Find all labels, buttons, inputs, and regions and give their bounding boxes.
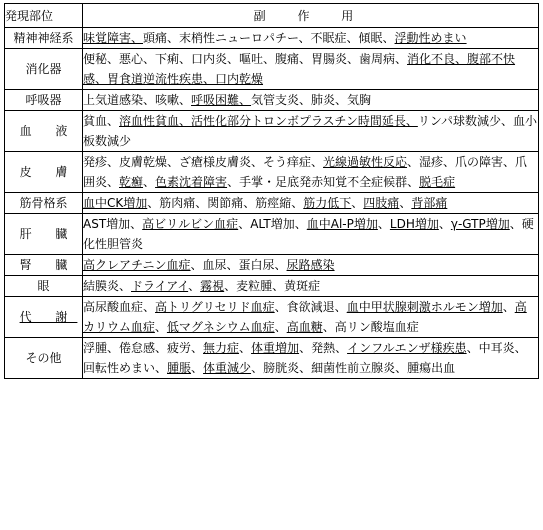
underlined-effect-term: 四肢痛	[363, 196, 400, 210]
table-row	[5, 90, 539, 111]
effect-term: 、	[377, 217, 390, 231]
effects-cell	[83, 276, 539, 297]
effects-cell	[83, 111, 539, 152]
underlined-effect-term: 腫脹	[167, 361, 192, 375]
underlined-effect-term: 無力症	[203, 341, 240, 355]
site-cell: 代 謝	[5, 297, 83, 338]
underlined-effect-term: 溶血性貧血、	[119, 114, 192, 128]
effect-term: 、	[143, 175, 156, 189]
site-cell: 肝 臓	[5, 214, 83, 255]
site-cell: 呼吸器	[5, 90, 83, 111]
table-row	[5, 338, 539, 379]
effect-term: 、発熱、	[299, 341, 348, 355]
effect-term: 、食欲減退、	[274, 300, 347, 314]
effect-term: 、筋肉痛、関節痛、筋痙縮、	[147, 196, 304, 210]
table-row	[5, 276, 539, 297]
table-row	[5, 152, 539, 193]
effect-term: 、硬化性胆管炎	[83, 217, 534, 251]
effect-term: AST増加、	[83, 217, 143, 231]
table-row	[5, 111, 539, 152]
effect-term: 、	[438, 217, 451, 231]
underlined-effect-term: 高カリウム血症	[83, 300, 527, 334]
underlined-effect-term: 光線過敏性反応	[323, 155, 408, 169]
effect-term: 発疹、皮膚乾燥、ざ瘡様皮膚炎、そう痒症、	[83, 155, 324, 169]
underlined-effect-term: インフルエンザ様疾患	[347, 341, 467, 355]
underlined-effect-term: 低マグネシウム血症	[166, 320, 275, 334]
effects-cell	[83, 28, 539, 49]
effect-term: 、	[154, 320, 167, 334]
effect-term: 上気道感染、咳嗽、	[83, 93, 192, 107]
effects-cell	[83, 297, 539, 338]
underlined-effect-term: 乾癬	[119, 175, 144, 189]
adverse-reactions-table	[4, 3, 539, 379]
site-cell: 皮 膚	[5, 152, 83, 193]
effect-term: 、高リン酸塩血症	[322, 320, 419, 334]
underlined-effect-term: 高ビリルビン血症	[142, 217, 239, 231]
effects-cell	[83, 49, 539, 90]
underlined-effect-term: 脱毛症	[419, 175, 456, 189]
site-cell: 消化器	[5, 49, 83, 90]
underlined-effect-term: γ-GTP増加	[450, 217, 510, 231]
underlined-effect-term: 体重減少	[203, 361, 252, 375]
underlined-effect-term: 消化不良、腹部不快感、胃食道逆流性疾患、口内乾燥	[83, 52, 516, 86]
effect-term: 、	[191, 361, 204, 375]
underlined-effect-term: 体重増加	[251, 341, 300, 355]
effect-term: 、中耳炎、回転性めまい、	[83, 341, 527, 375]
underlined-effect-term: 筋力低下	[303, 196, 352, 210]
effect-term: 、湿疹、爪の障害、爪囲炎、	[83, 155, 528, 189]
table-row	[5, 28, 539, 49]
underlined-effect-term: 血中甲状腺刺激ホルモン増加	[346, 300, 503, 314]
effects-cell	[83, 193, 539, 214]
document-page	[4, 3, 539, 379]
effects-cell	[83, 152, 539, 193]
header-site: 発現部位	[5, 4, 83, 28]
underlined-effect-term: 活性化部分トロンボプラスチン時間延長、	[191, 114, 418, 128]
effect-term: 、ALT増加、	[238, 217, 307, 231]
underlined-effect-term: 尿路感染	[286, 258, 335, 272]
effect-term: 、麦粒腫、黄斑症	[224, 279, 321, 293]
effect-term: 、	[399, 196, 412, 210]
effects-cell	[83, 338, 539, 379]
underlined-effect-term: 浮動性めまい	[394, 31, 467, 45]
table-row	[5, 297, 539, 338]
site-cell: 精神神経系	[5, 28, 83, 49]
effect-term: 、	[188, 279, 201, 293]
underlined-effect-term: 呼吸困難、	[191, 93, 252, 107]
site-cell: 眼	[5, 276, 83, 297]
effect-term: 頭痛、末梢性ニューロパチー、不眠症、傾眠、	[143, 31, 395, 45]
effect-term: 貧血、	[83, 114, 120, 128]
effect-term: リンパ球数減少、血小板数減少	[83, 114, 538, 148]
effect-term: 、	[351, 196, 364, 210]
site-cell: その他	[5, 338, 83, 379]
underlined-effect-term: 霧視	[200, 279, 225, 293]
underlined-effect-term: 味覚障害、	[83, 31, 144, 45]
effect-term: 、手掌・足底発赤知覚不全症候群、	[227, 175, 420, 189]
effect-term: 、	[239, 341, 252, 355]
effect-term: 結膜炎、	[83, 279, 132, 293]
effect-term: 気管支炎、肺炎、気胸	[251, 93, 372, 107]
underlined-effect-term: 血中CK増加	[83, 196, 148, 210]
header-effects: 副 作 用	[83, 4, 539, 28]
effect-term: 浮腫、倦怠感、疲労、	[83, 341, 204, 355]
table-row	[5, 193, 539, 214]
table-row	[5, 255, 539, 276]
effect-term: 、膀胱炎、細菌性前立腺炎、腫瘍出血	[251, 361, 456, 375]
underlined-effect-term: 高トリグリセリド血症	[155, 300, 275, 314]
underlined-effect-term: 背部痛	[411, 196, 448, 210]
effects-cell	[83, 90, 539, 111]
underlined-effect-term: 高血糖	[286, 320, 323, 334]
effect-term: 、血尿、蛋白尿、	[190, 258, 287, 272]
effect-term: 高尿酸血症、	[83, 300, 156, 314]
effect-term: 、	[502, 300, 515, 314]
effect-term: 便秘、悪心、下痢、口内炎、嘔吐、腹痛、胃腸炎、歯周病、	[83, 52, 408, 66]
table-row	[5, 214, 539, 255]
site-cell: 筋骨格系	[5, 193, 83, 214]
underlined-effect-term: 高クレアチニン血症	[83, 258, 191, 272]
underlined-effect-term: 色素沈着障害	[155, 175, 228, 189]
underlined-effect-term: 血中Al-P増加	[306, 217, 378, 231]
effects-cell	[83, 255, 539, 276]
effects-cell	[83, 214, 539, 255]
table-row	[5, 49, 539, 90]
effect-term: 、	[274, 320, 287, 334]
site-cell: 腎 臓	[5, 255, 83, 276]
underlined-effect-term: LDH増加	[389, 217, 439, 231]
site-cell: 血 液	[5, 111, 83, 152]
table-header-row	[5, 4, 539, 28]
underlined-effect-term: ドライアイ	[131, 279, 189, 293]
